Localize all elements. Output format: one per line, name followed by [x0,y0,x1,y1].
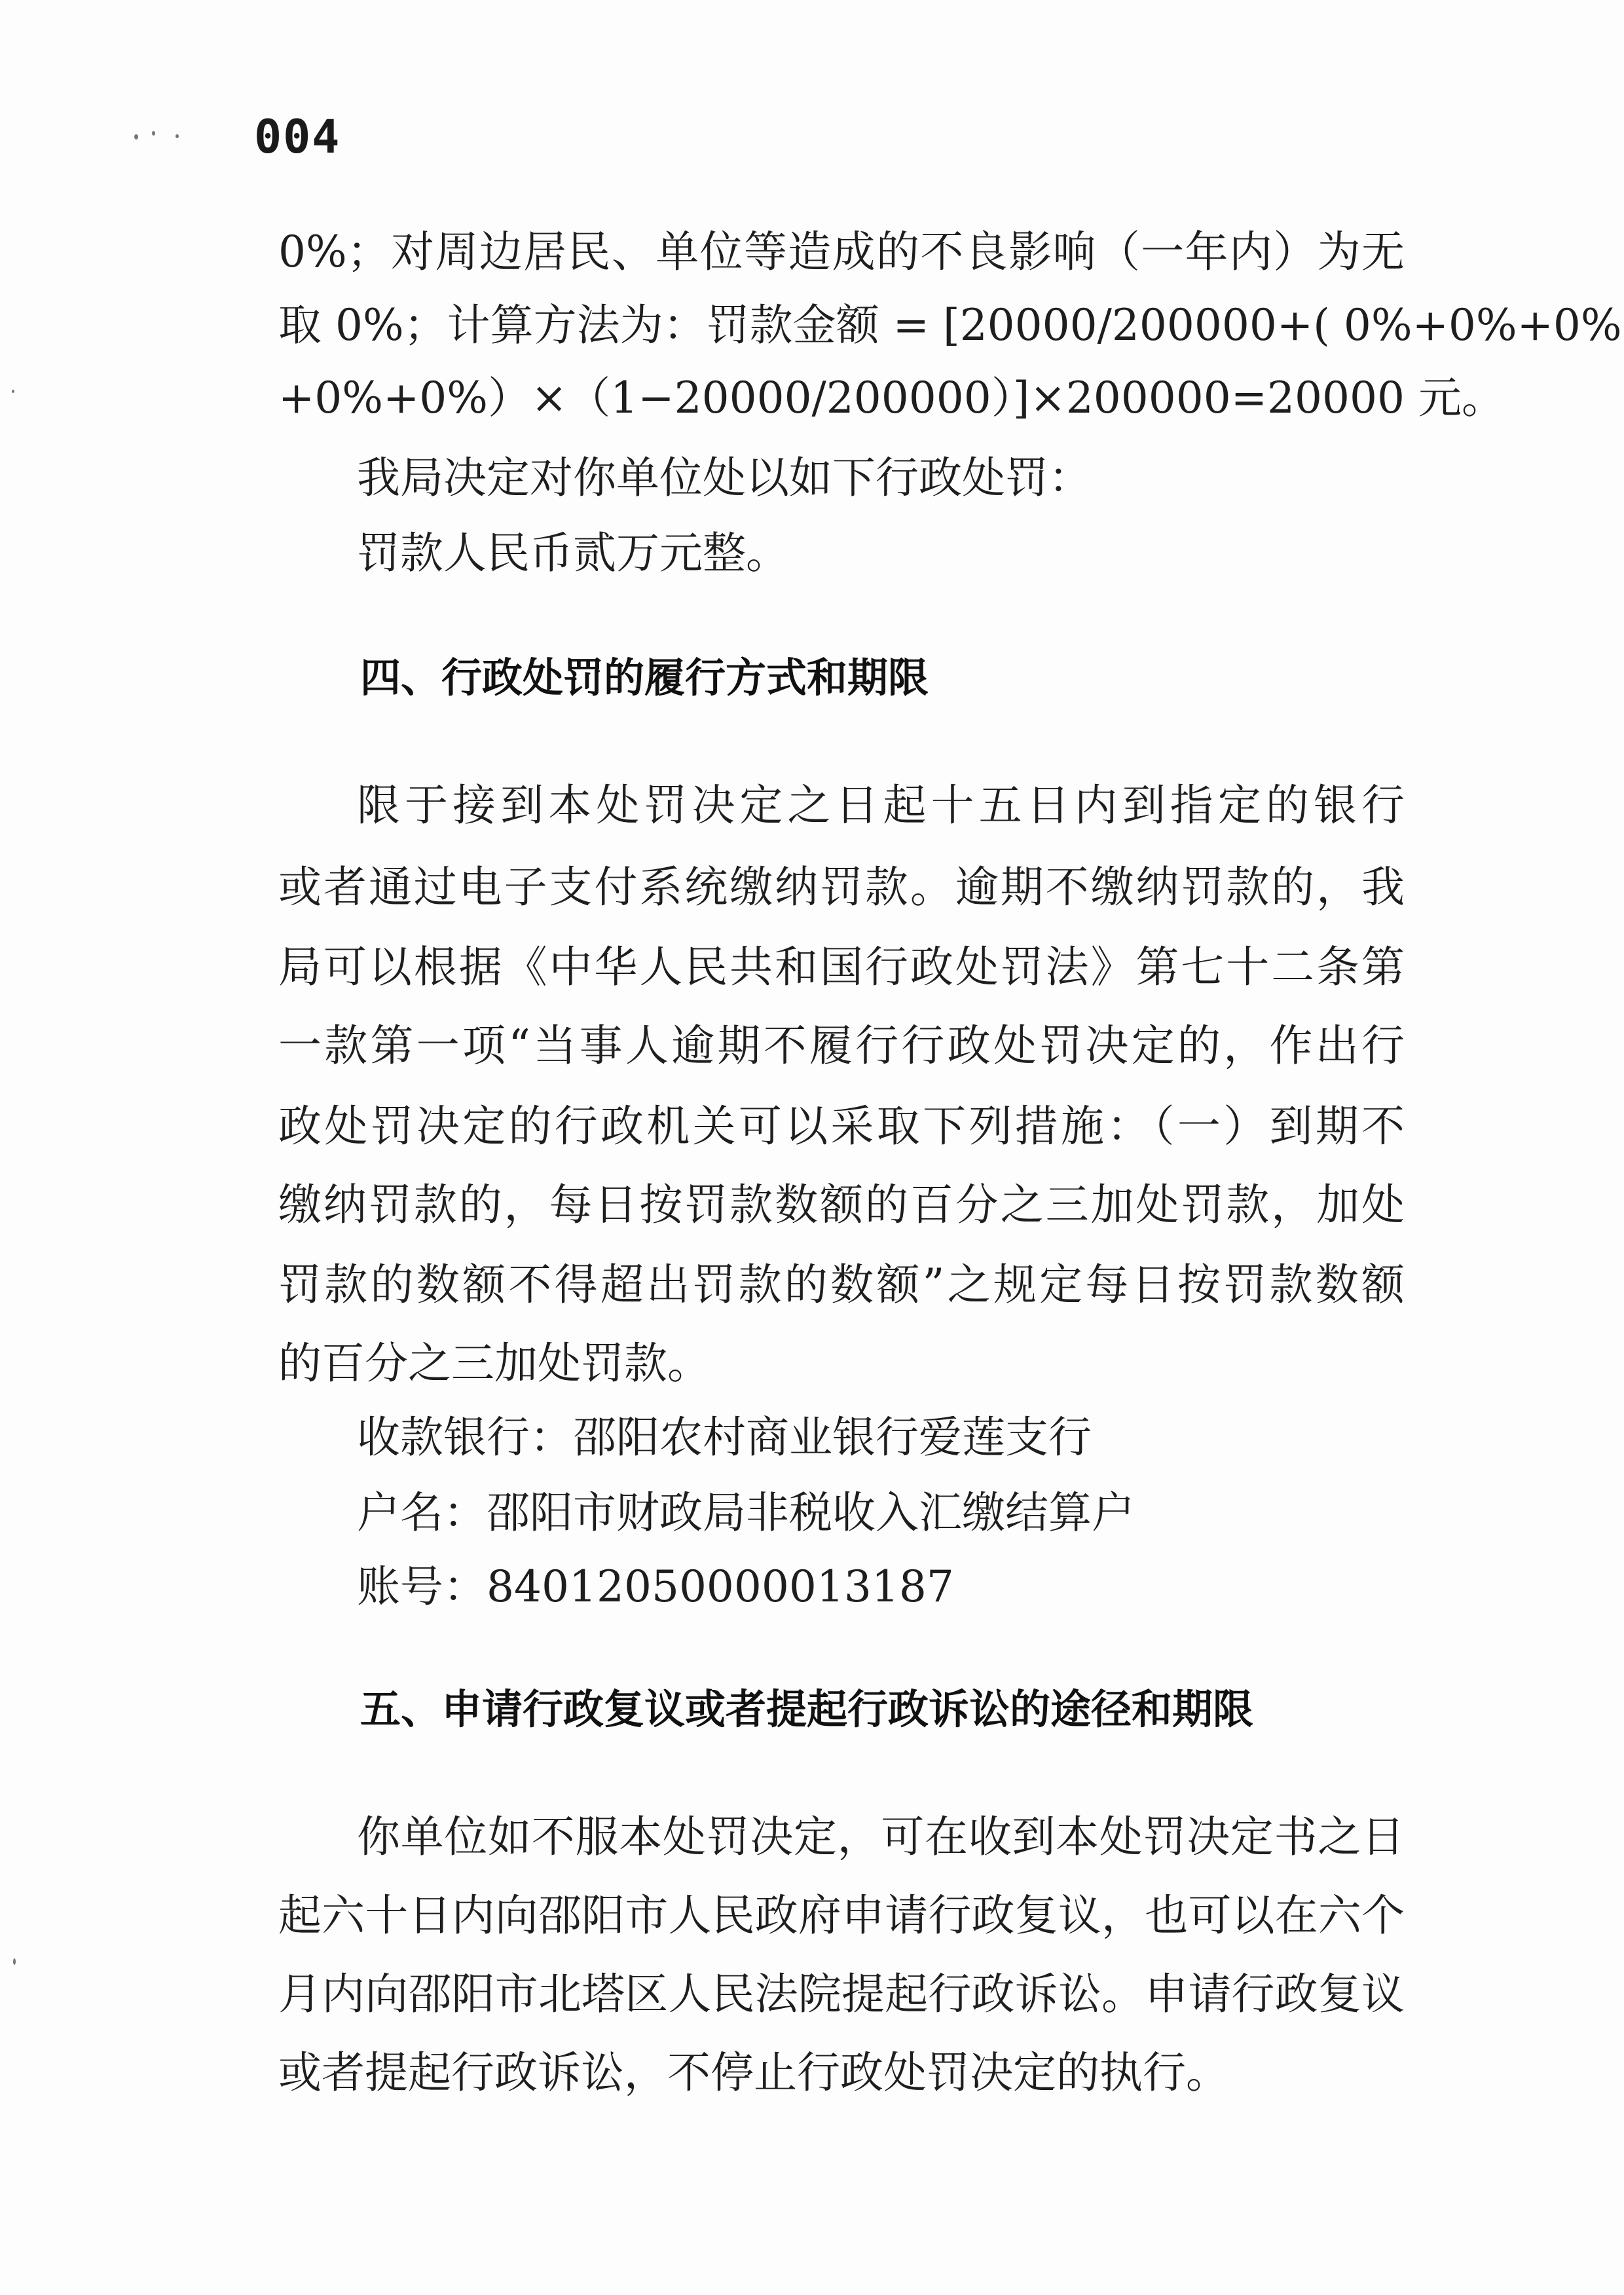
scan-mark [12,390,14,393]
body-line: 罚款的数额不得超出罚款的数额”之规定每日按罚款数额 [278,1259,1405,1310]
body-line: 局可以根据《中华人民共和国行政处罚法》第七十二条第 [278,942,1405,992]
section-heading-5: 五、申请行政复议或者提起行政诉讼的途径和期限 [360,1685,1254,1733]
account-number: 账号：84012050000013187 [357,1561,954,1612]
bank-name: 收款银行：邵阳农村商业银行爱莲支行 [357,1412,1092,1463]
body-line: 或者通过电子支付系统缴纳罚款。逾期不缴纳罚款的，我 [278,862,1405,912]
body-line: 取 0%；计算方法为：罚款金额 = [20000/200000+( 0%+0%+0% [278,300,1622,350]
decision-intro: 我局决定对你单位处以如下行政处罚： [357,453,1092,503]
scan-mark [175,134,179,138]
body-line: 或者提起行政诉讼，不停止行政处罚决定的执行。 [278,2047,1229,2098]
account-name: 户名：邵阳市财政局非税收入汇缴结算户 [357,1487,1135,1538]
body-line: 0%；对周边居民、单位等造成的不良影响（一年内）为无 [278,227,1405,277]
body-line: 政处罚决定的行政机关可以采取下列措施：（一）到期不 [278,1101,1405,1151]
penalty-amount: 罚款人民币贰万元整。 [357,528,789,578]
body-line: 你单位如不服本处罚决定，可在收到本处罚决定书之日 [357,1812,1405,1862]
body-line: 限于接到本处罚决定之日起十五日内到指定的银行 [357,780,1405,830]
body-line: +0%+0%）×（1−20000/200000）]×200000=20000 元。 [278,373,1505,423]
body-line: 起六十日内向邵阳市人民政府申请行政复议，也可以在六个 [278,1890,1405,1941]
body-line: 一款第一项“当事人逾期不履行行政处罚决定的，作出行 [278,1020,1405,1071]
body-line: 缴纳罚款的，每日按罚款数额的百分之三加处罚款，加处 [278,1180,1405,1230]
scan-mark [13,1958,16,1965]
section-heading-4: 四、行政处罚的履行方式和期限 [360,654,929,701]
page-number: 004 [254,110,341,164]
scan-mark [134,134,138,140]
body-line: 的百分之三加处罚款。 [278,1338,710,1389]
scan-mark [152,131,155,136]
body-line: 月内向邵阳市北塔区人民法院提起行政诉讼。申请行政复议 [278,1969,1405,2019]
